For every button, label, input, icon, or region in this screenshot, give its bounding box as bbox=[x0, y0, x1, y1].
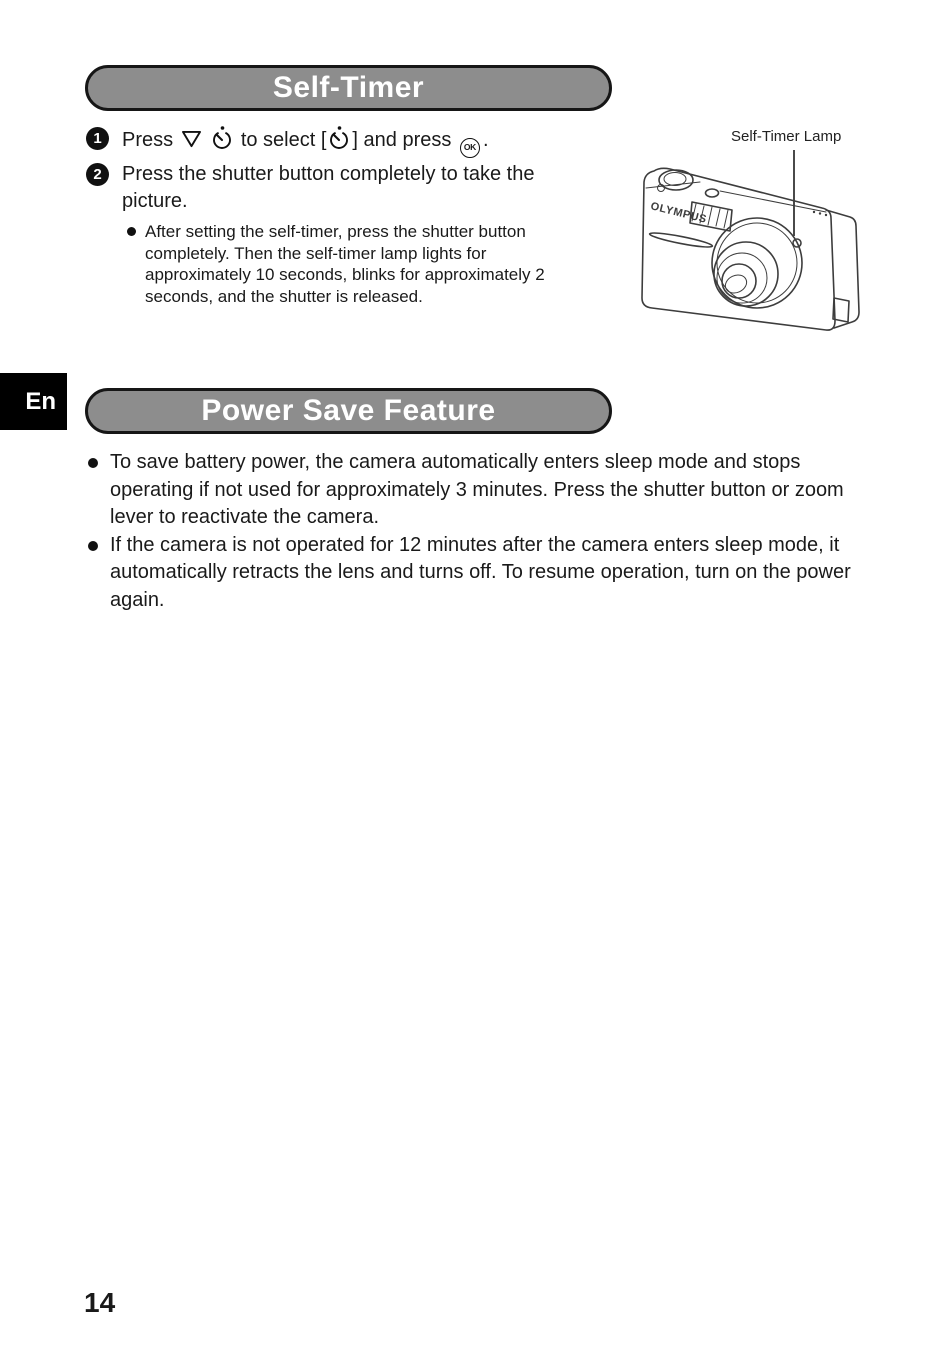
self-timer-icon bbox=[328, 125, 350, 157]
power-save-bullet-list bbox=[88, 449, 870, 614]
section-header-self-timer bbox=[85, 65, 612, 111]
section-title: Power Save Feature bbox=[201, 394, 496, 427]
language-tab-label: En bbox=[25, 387, 56, 415]
step-1 bbox=[86, 125, 489, 158]
bullet-dot bbox=[127, 227, 136, 236]
step-1-text bbox=[122, 125, 489, 158]
bullet-dot bbox=[88, 541, 98, 551]
camera-brand-text: OLYMPUS bbox=[649, 200, 709, 226]
list-item bbox=[88, 532, 870, 615]
bullet-text: To save battery power, the camera automatically enters sleep mode and stops operating if not used for approximately 3 minutes. Press the shutter button or zoom lever to reactivate the camera. bbox=[110, 451, 844, 528]
note-text: After setting the self-timer, press the shutter button completely. Then the self-timer lamp lights for approximately 10 seconds, blinks for approximately 2 seconds, and the shutter is released. bbox=[145, 222, 545, 306]
figure-label-self-timer-lamp: Self-Timer Lamp bbox=[731, 128, 842, 145]
step-2-text: Press the shutter button completely to take the picture. bbox=[122, 163, 535, 212]
self-timer-icon bbox=[211, 125, 233, 157]
ok-button-icon: OK bbox=[460, 138, 480, 158]
language-tab-en bbox=[0, 373, 67, 430]
page-number: 14 bbox=[84, 1287, 116, 1318]
section-title: Self-Timer bbox=[272, 71, 425, 104]
bullet-dot bbox=[88, 458, 98, 468]
step-2 bbox=[86, 161, 582, 215]
step-1-text-select: to select [ bbox=[240, 129, 327, 151]
section-header-power-save bbox=[85, 388, 612, 434]
step-number-badge: 2 bbox=[86, 163, 109, 186]
step-1-text-press-2: ] and press bbox=[352, 129, 452, 151]
down-arrow-button-icon bbox=[181, 130, 202, 157]
bullet-text: If the camera is not operated for 12 minutes after the camera enters sleep mode, it automatically retracts the lens and turns off. To resume operation, turn on the power again. bbox=[110, 533, 851, 611]
step-number-badge: 1 bbox=[86, 127, 109, 150]
self-timer-note bbox=[127, 221, 592, 307]
list-item bbox=[88, 449, 870, 532]
step-1-text-press: Press bbox=[122, 129, 174, 151]
step-1-period: . bbox=[482, 129, 489, 151]
camera-illustration bbox=[630, 160, 865, 350]
